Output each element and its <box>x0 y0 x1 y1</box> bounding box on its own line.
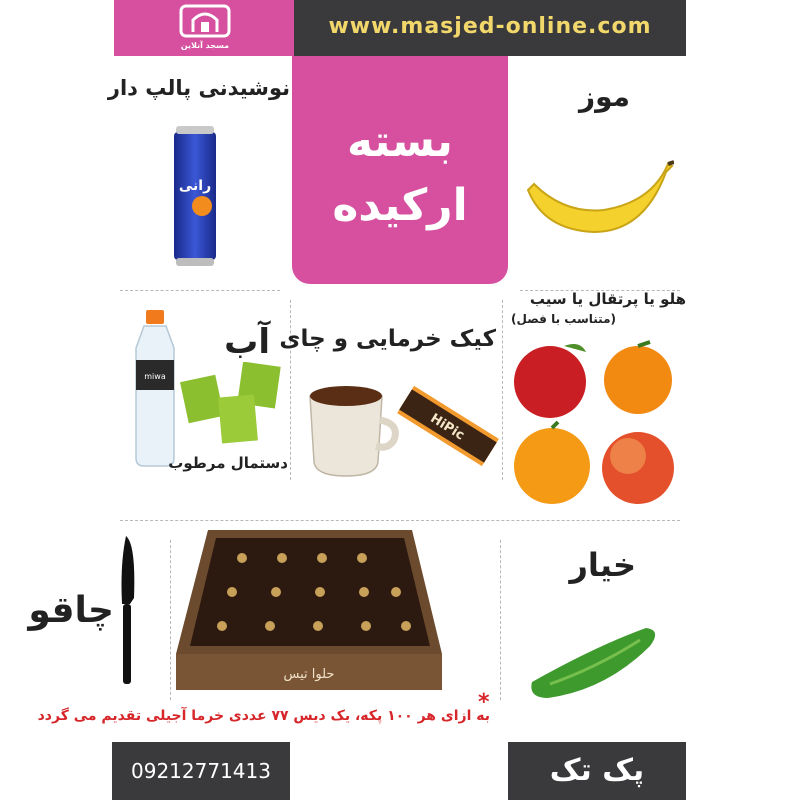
title-line-1: بسته <box>347 116 453 167</box>
note-marker: * <box>478 690 490 715</box>
cake-tea-label: کیک خرمایی و چای <box>279 326 496 352</box>
divider <box>120 290 280 291</box>
cake-brand-text: HiPic <box>427 411 467 444</box>
plastic-knife-image <box>116 534 138 686</box>
wet-wipes-label: دستمال مرطوب <box>168 454 288 472</box>
fruits-image <box>510 338 680 510</box>
drink-label: نوشیدنی پالپ دار <box>107 76 290 100</box>
banana-label: موز <box>578 80 630 113</box>
water-bottle-image <box>128 308 182 468</box>
package-title-panel <box>292 56 508 284</box>
website-url[interactable]: www.masjed-online.com <box>328 14 652 39</box>
wet-wipes-image <box>180 362 286 452</box>
title-line-2: ارکیده <box>332 180 468 231</box>
fruit-season-note: (متناسب با فصل) <box>511 312 616 326</box>
dates-box-image <box>172 528 444 694</box>
divider <box>170 540 171 700</box>
water-label: آب <box>224 322 270 362</box>
juice-can-image <box>172 124 218 268</box>
divider <box>500 540 501 700</box>
knife-label: چاقو <box>28 590 114 631</box>
mosque-logo-icon <box>178 4 232 52</box>
divider <box>120 520 680 521</box>
dates-box-text: حلوا تیس <box>283 667 335 682</box>
can-brand-text: رانی <box>178 178 212 194</box>
water-brand-text: miwa <box>144 372 166 381</box>
tea-cup-image <box>304 384 404 480</box>
cucumber-label: خیار <box>569 546 636 584</box>
logo-text: مسجد آنلاین <box>180 41 230 50</box>
cake-package-image <box>392 374 504 478</box>
fruit-label: هلو یا پرتقال یا سیب <box>529 290 686 308</box>
gift-note: به ازای هر ۱۰۰ پکه، یک دیس ۷۷ عددی خرما آجیلی تقدیم می گردد <box>37 708 490 724</box>
banana-image <box>524 160 674 244</box>
cucumber-image <box>526 624 662 702</box>
phone-number[interactable]: 09212771413 <box>112 742 290 800</box>
brand-logo: پک تک <box>508 742 686 800</box>
